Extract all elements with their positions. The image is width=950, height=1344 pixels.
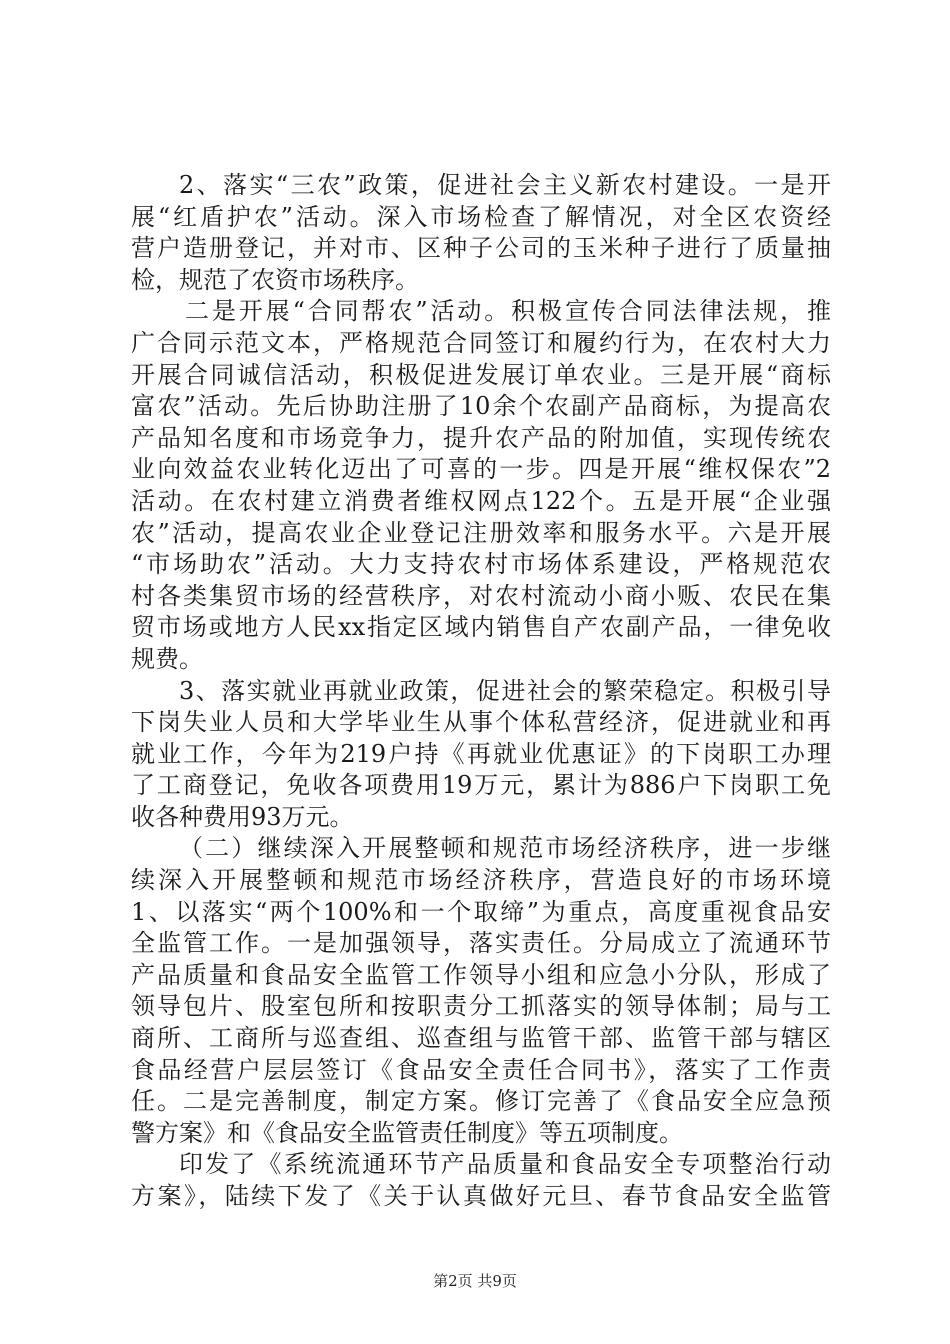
paragraph-2-line: “市场助农”活动。大力支持农村市场体系建设，严格规范农 — [131, 550, 831, 579]
paragraph-4-line: 产品质量和食品安全监管工作领导小组和应急小分队，形成了 — [131, 960, 831, 989]
paragraph-4-line: 1、以落实“两个100%和一个取缔”为重点，高度重视食品安 — [131, 897, 831, 926]
paragraph-3-line: 3、落实就业再就业政策，促进社会的繁荣稳定。积极引导 — [179, 676, 831, 705]
document-body — [131, 170, 831, 1213]
paragraph-1-line: 营户造册登记，并对市、区种子公司的玉米种子进行了质量抽 — [131, 234, 831, 263]
page-number-footer: 第2页 共9页 — [433, 1272, 517, 1290]
paragraph-3-line: 了工商登记，免收各项费用19万元，累计为886户下岗职工免 — [131, 771, 831, 800]
paragraph-4-line: 领导包片、股室包所和按职责分工抓落实的领导体制；局与工 — [131, 992, 831, 1021]
paragraph-3-line: 就业工作，今年为219户持《再就业优惠证》的下岗职工办理 — [131, 739, 831, 768]
paragraph-2-line: 村各类集贸市场的经营秩序，对农村流动小商小贩、农民在集 — [131, 581, 831, 610]
paragraph-4-line: 全监管工作。一是加强领导，落实责任。分局成立了流通环节 — [131, 929, 831, 958]
paragraph-2-line: 农”活动，提高农业企业登记注册效率和服务水平。六是开展 — [131, 518, 831, 547]
paragraph-2-line: 活动。在农村建立消费者维权网点122个。五是开展“企业强 — [131, 486, 831, 515]
paragraph-5-line: 印发了《系统流通环节产品质量和食品安全专项整治行动 — [179, 1150, 831, 1179]
paragraph-1-line: 2、落实“三农”政策，促进社会主义新农村建设。一是开 — [179, 171, 831, 199]
paragraph-4-line: 续深入开展整顿和规范市场经济秩序，营造良好的市场环境 — [131, 866, 831, 895]
paragraph-1-line: 展“红盾护农”活动。深入市场检查了解情况，对全区农资经 — [131, 202, 831, 231]
paragraph-2-line: 开展合同诚信活动，积极促进发展订单农业。三是开展“商标 — [131, 360, 831, 389]
paragraph-2-line: 富农”活动。先后协助注册了10余个农副产品商标，为提高农 — [131, 392, 831, 421]
paragraph-4-line: 食品经营户层层签订《食品安全责任合同书》，落实了工作责 — [131, 1055, 831, 1084]
paragraph-2-line: 贸市场或地方人民xx指定区域内销售自产农副产品，一律免收 — [131, 613, 831, 642]
paragraph-2-line: 规费。 — [131, 644, 203, 673]
paragraph-2-line: 二是开展“合同帮农”活动。积极宣传合同法律法规，推 — [185, 297, 831, 326]
paragraph-1-line: 检，规范了农资市场秩序。 — [131, 265, 419, 294]
paragraph-2-line: 广合同示范文本，严格规范合同签订和履约行为，在农村大力 — [131, 328, 831, 357]
paragraph-4-line: 商所、工商所与巡查组、巡查组与监管干部、监管干部与辖区 — [131, 1024, 831, 1053]
paragraph-2-line: 产品知名度和市场竞争力，提升农产品的附加值，实现传统农 — [131, 423, 831, 452]
paragraph-2-line: 业向效益农业转化迈出了可喜的一步。四是开展“维权保农”2 — [131, 455, 831, 484]
paragraph-4-line: （二）继续深入开展整顿和规范市场经济秩序，进一步继 — [179, 834, 831, 863]
paragraph-3-line: 下岗失业人员和大学毕业生从事个体私营经济，促进就业和再 — [131, 708, 831, 737]
paragraph-4-line: 任。二是完善制度，制定方案。修订完善了《食品安全应急预 — [131, 1087, 831, 1116]
paragraph-5-line: 方案》，陆续下发了《关于认真做好元旦、春节食品安全监管 — [131, 1182, 831, 1210]
paragraph-3-line: 收各种费用93万元。 — [131, 802, 354, 831]
paragraph-4-line: 警方案》和《食品安全监管责任制度》等五项制度。 — [131, 1118, 683, 1147]
